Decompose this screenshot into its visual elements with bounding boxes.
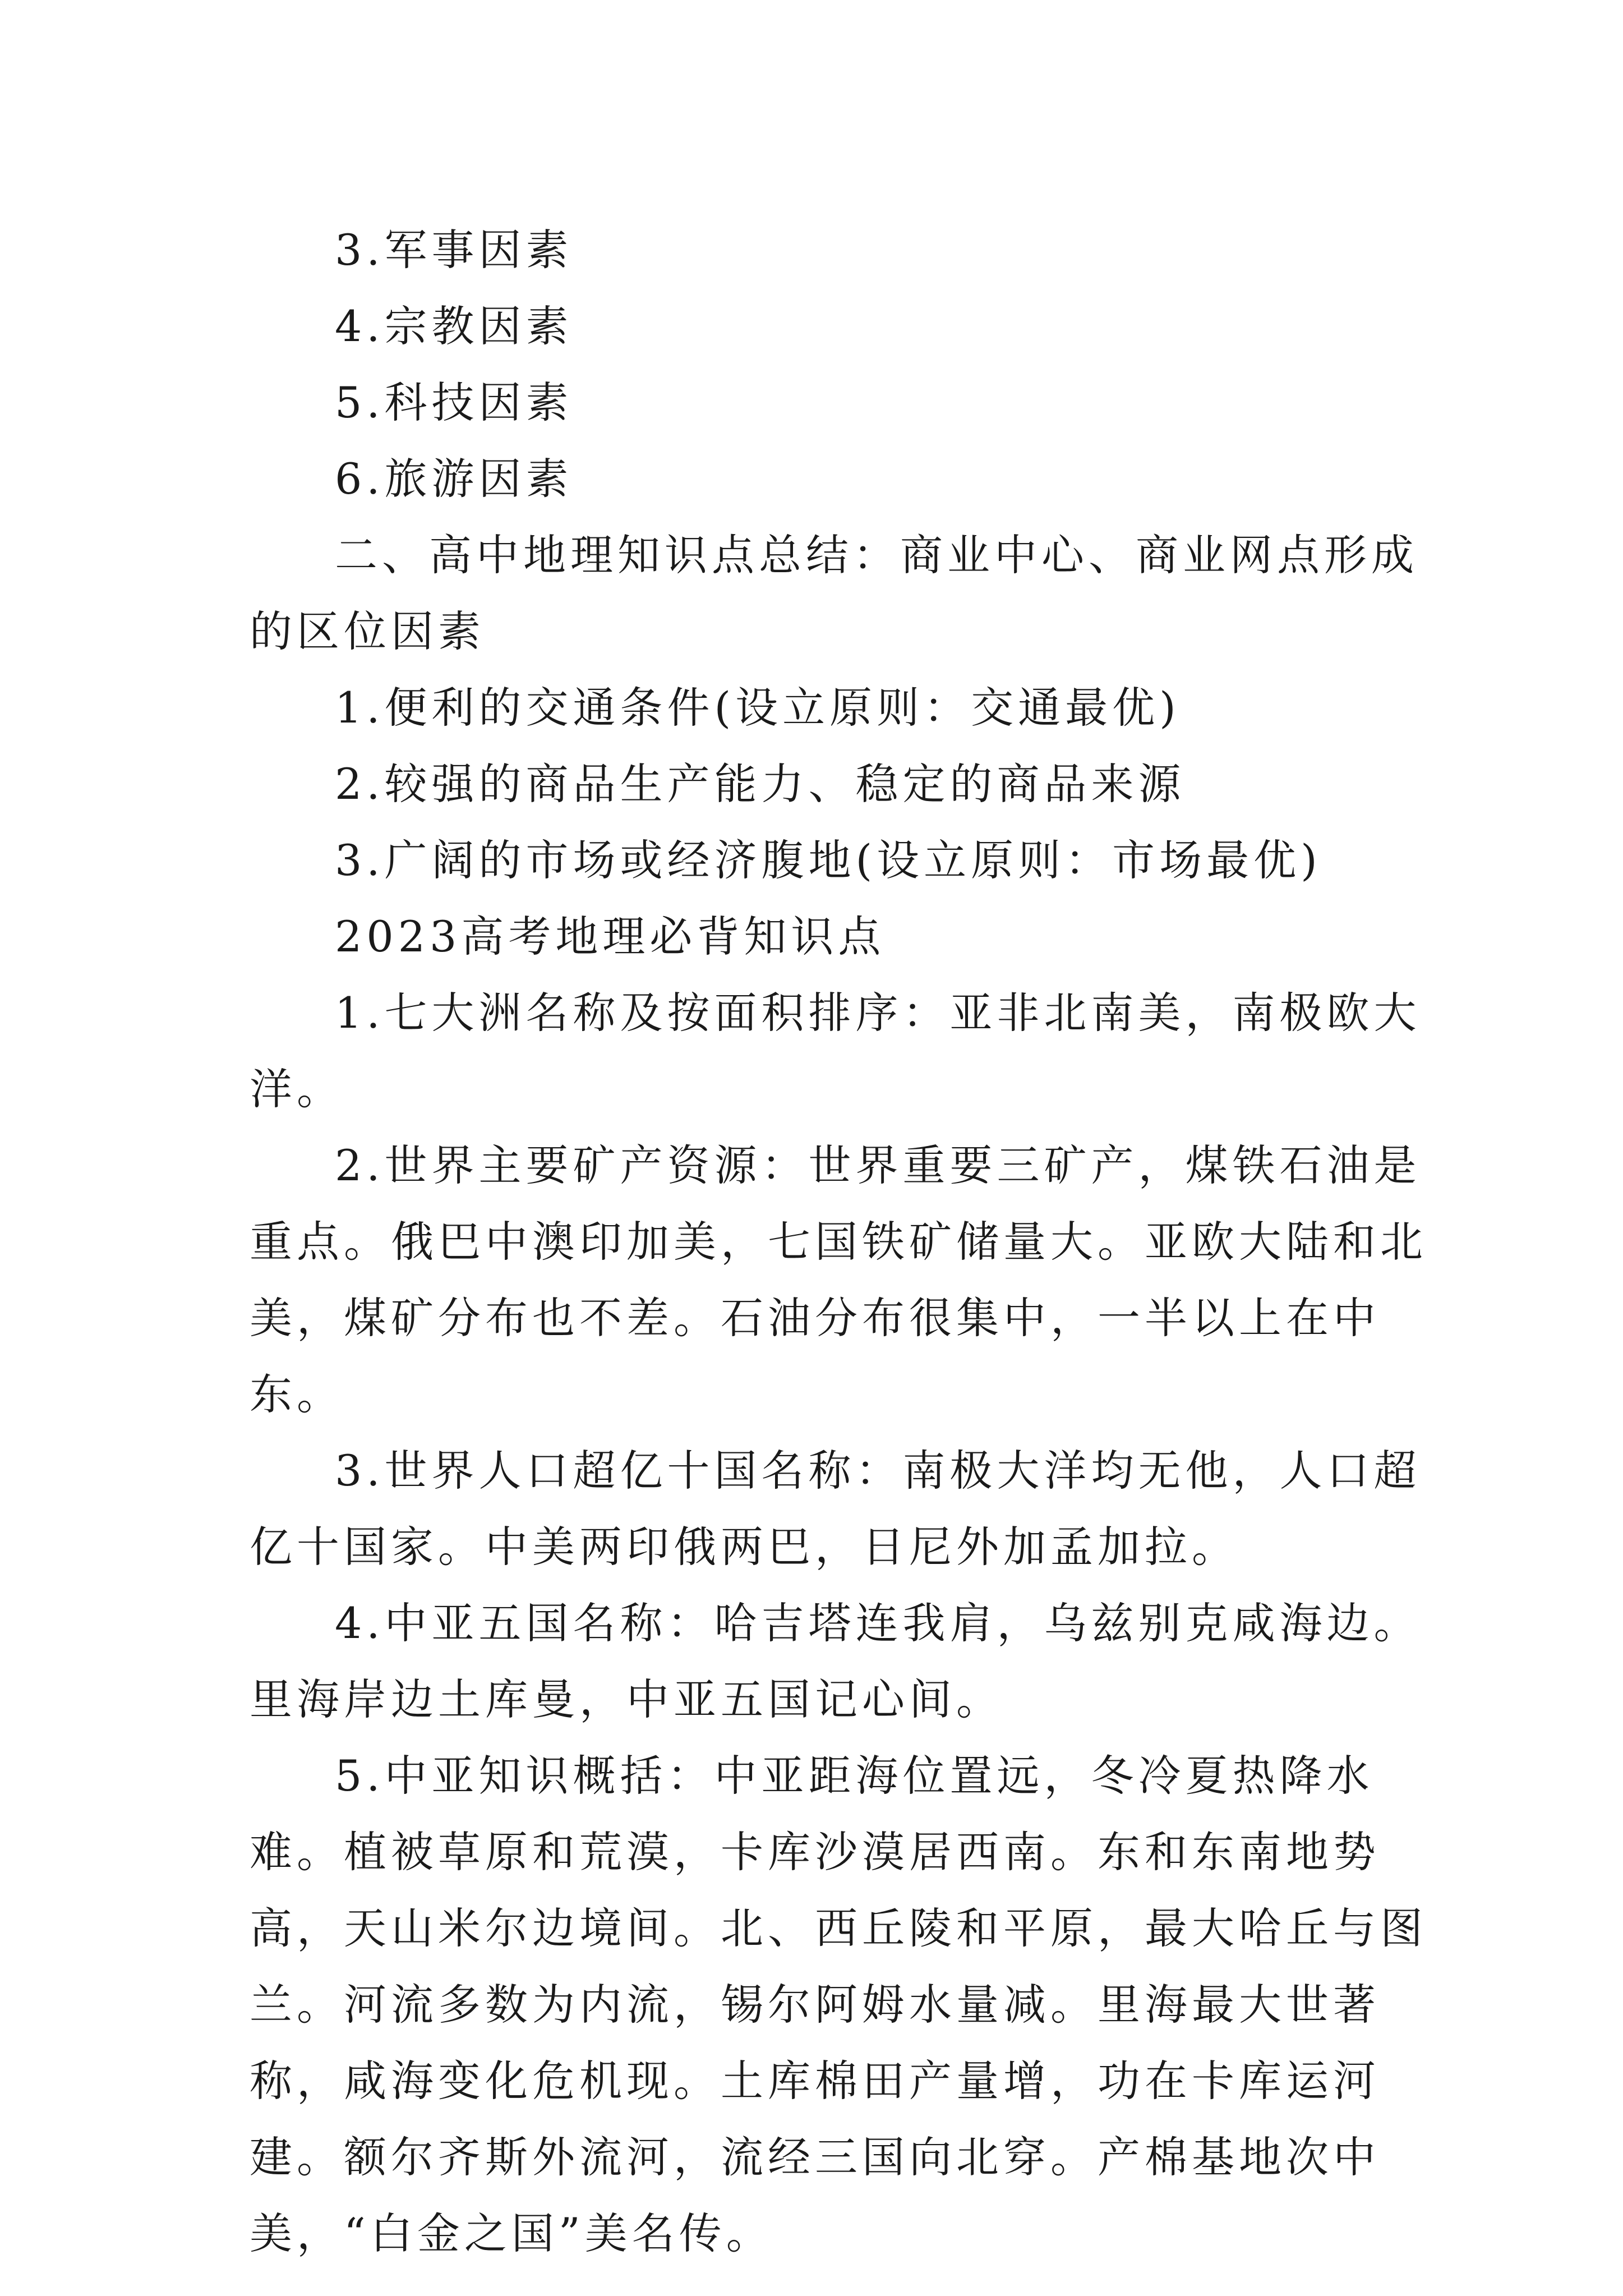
- paragraph-continents: 1.七大洲名称及按面积排序：亚非北南美，南极欧大洋。: [250, 988, 1421, 1114]
- paragraph-market: 3.广阔的市场或经济腹地(设立原则：市场最优): [335, 835, 1322, 885]
- paragraph-religion-factor: 4.宗教因素: [335, 301, 573, 351]
- paragraph-population: 3.世界人口超亿十国名称：南极大洋均无他，人口超亿十国家。中美两印俄两巴，日尼外加孟加拉。: [250, 1446, 1421, 1572]
- section-heading-commerce: 二、高中地理知识点总结：商业中心、商业网点形成的区位因素: [250, 530, 1418, 656]
- paragraph-central-asia-summary: 5.中亚知识概括：中亚距海位置远，冬冷夏热降水难。植被草原和荒漠，卡库沙漠居西南。东和东南地势高，天山米尔边境间。北、西丘陵和平原，最大哈丘与图兰。河流多数为内流，锡尔阿姆水量减。里海最大世著称，咸海变化危机现。土库棉田产量增，功在卡库运河建。额尔齐斯外流河，流经三国向北穿。产棉基地次中美，“白金之国”美名传。: [250, 1751, 1427, 2258]
- paragraph-minerals: 2.世界主要矿产资源：世界重要三矿产，煤铁石油是重点。俄巴中澳印加美，七国铁矿储量大。亚欧大陆和北美，煤矿分布也不差。石油分布很集中，一半以上在中东。: [250, 1140, 1427, 1419]
- paragraph-transport: 1.便利的交通条件(设立原则：交通最优): [335, 683, 1181, 733]
- paragraph-central-asia-countries: 4.中亚五国名称：哈吉塔连我肩，乌兹别克咸海边。里海岸边土库曼，中亚五国记心间。: [250, 1598, 1421, 1724]
- document-body: [250, 212, 1438, 2272]
- paragraph-production: 2.较强的商品生产能力、稳定的商品来源: [335, 759, 1186, 809]
- paragraph-military-factor: 3.军事因素: [335, 225, 573, 275]
- paragraph-technology-factor: 5.科技因素: [335, 378, 573, 427]
- paragraph-tourism-factor: 6.旅游因素: [335, 454, 573, 504]
- section-heading-exam: 2023高考地理必背知识点: [335, 912, 886, 961]
